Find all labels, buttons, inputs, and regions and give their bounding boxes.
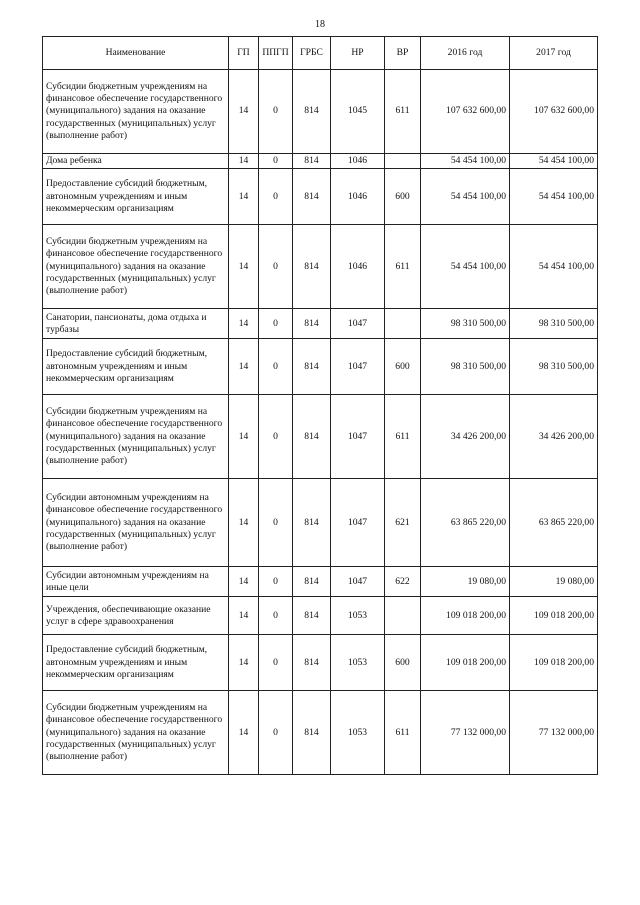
row-ppgp: 0 (259, 225, 293, 309)
row-amount-2017: 109 018 200,00 (510, 597, 598, 635)
row-vr: 600 (385, 339, 421, 395)
row-grbs: 814 (293, 635, 331, 691)
table-row (43, 309, 598, 339)
row-nr: 1053 (331, 597, 385, 635)
row-amount-2016: 63 865 220,00 (421, 479, 510, 567)
row-ppgp: 0 (259, 309, 293, 339)
row-amount-2017: 107 632 600,00 (510, 70, 598, 154)
row-amount-2017: 54 454 100,00 (510, 169, 598, 225)
row-vr: 621 (385, 479, 421, 567)
table-row (43, 70, 598, 154)
column-header-vr: ВР (385, 37, 421, 70)
row-vr (385, 309, 421, 339)
column-header-2016: 2016 год (421, 37, 510, 70)
row-nr: 1053 (331, 691, 385, 775)
row-grbs: 814 (293, 479, 331, 567)
row-vr: 611 (385, 395, 421, 479)
table-row (43, 691, 598, 775)
row-name: Санатории, пансионаты, дома отдыха и турбазы (43, 309, 229, 339)
row-amount-2017: 54 454 100,00 (510, 154, 598, 169)
table-row (43, 339, 598, 395)
row-amount-2017: 98 310 500,00 (510, 309, 598, 339)
row-ppgp: 0 (259, 479, 293, 567)
row-vr: 611 (385, 70, 421, 154)
row-nr: 1046 (331, 154, 385, 169)
row-vr: 600 (385, 635, 421, 691)
table-row (43, 225, 598, 309)
row-ppgp: 0 (259, 567, 293, 597)
row-ppgp: 0 (259, 395, 293, 479)
column-header-nr: НР (331, 37, 385, 70)
row-ppgp: 0 (259, 169, 293, 225)
row-name: Субсидии автономным учреждениям на иные цели (43, 567, 229, 597)
row-ppgp: 0 (259, 154, 293, 169)
row-vr: 600 (385, 169, 421, 225)
row-gp: 14 (229, 309, 259, 339)
row-nr: 1047 (331, 479, 385, 567)
column-header-ppgp: ППГП (259, 37, 293, 70)
row-gp: 14 (229, 225, 259, 309)
row-ppgp: 0 (259, 635, 293, 691)
budget-table (42, 36, 598, 775)
table-row (43, 597, 598, 635)
row-name: Субсидии бюджетным учреждениям на финансовое обеспечение государственного (муниципального) задания на оказание государственных (муниципальных) услуг (выполнение работ) (43, 225, 229, 309)
row-grbs: 814 (293, 309, 331, 339)
row-grbs: 814 (293, 597, 331, 635)
row-ppgp: 0 (259, 691, 293, 775)
row-vr: 611 (385, 691, 421, 775)
row-amount-2017: 98 310 500,00 (510, 339, 598, 395)
row-grbs: 814 (293, 339, 331, 395)
row-nr: 1045 (331, 70, 385, 154)
row-name: Предоставление субсидий бюджетным, автономным учреждениям и иным некоммерческим организациям (43, 339, 229, 395)
column-header-2017: 2017 год (510, 37, 598, 70)
row-amount-2017: 19 080,00 (510, 567, 598, 597)
table-row (43, 395, 598, 479)
row-nr: 1047 (331, 567, 385, 597)
row-nr: 1053 (331, 635, 385, 691)
row-amount-2016: 54 454 100,00 (421, 169, 510, 225)
table-row (43, 635, 598, 691)
row-gp: 14 (229, 339, 259, 395)
row-amount-2017: 54 454 100,00 (510, 225, 598, 309)
column-header-name: Наименование (43, 37, 229, 70)
row-gp: 14 (229, 597, 259, 635)
table-row (43, 169, 598, 225)
row-grbs: 814 (293, 169, 331, 225)
row-vr: 611 (385, 225, 421, 309)
row-nr: 1046 (331, 169, 385, 225)
row-amount-2016: 109 018 200,00 (421, 635, 510, 691)
row-gp: 14 (229, 395, 259, 479)
row-amount-2016: 54 454 100,00 (421, 154, 510, 169)
row-gp: 14 (229, 479, 259, 567)
row-vr: 622 (385, 567, 421, 597)
row-amount-2016: 54 454 100,00 (421, 225, 510, 309)
row-vr (385, 154, 421, 169)
row-amount-2016: 77 132 000,00 (421, 691, 510, 775)
row-gp: 14 (229, 567, 259, 597)
row-amount-2017: 63 865 220,00 (510, 479, 598, 567)
row-name: Учреждения, обеспечивающие оказание услуг в сфере здравоохранения (43, 597, 229, 635)
row-name: Субсидии бюджетным учреждениям на финансовое обеспечение государственного (муниципального) задания на оказание государственных (муниципальных) услуг (выполнение работ) (43, 395, 229, 479)
column-header-gp: ГП (229, 37, 259, 70)
row-nr: 1047 (331, 339, 385, 395)
row-gp: 14 (229, 169, 259, 225)
row-amount-2016: 34 426 200,00 (421, 395, 510, 479)
row-amount-2017: 109 018 200,00 (510, 635, 598, 691)
row-gp: 14 (229, 635, 259, 691)
row-gp: 14 (229, 154, 259, 169)
row-ppgp: 0 (259, 597, 293, 635)
row-grbs: 814 (293, 70, 331, 154)
row-amount-2016: 98 310 500,00 (421, 339, 510, 395)
row-amount-2017: 77 132 000,00 (510, 691, 598, 775)
row-name: Предоставление субсидий бюджетным, автономным учреждениям и иным некоммерческим организациям (43, 169, 229, 225)
row-amount-2016: 107 632 600,00 (421, 70, 510, 154)
row-ppgp: 0 (259, 339, 293, 395)
row-grbs: 814 (293, 567, 331, 597)
row-gp: 14 (229, 70, 259, 154)
table-header-row (43, 37, 598, 70)
row-name: Предоставление субсидий бюджетным, автономным учреждениям и иным некоммерческим организациям (43, 635, 229, 691)
row-amount-2016: 98 310 500,00 (421, 309, 510, 339)
row-amount-2017: 34 426 200,00 (510, 395, 598, 479)
row-gp: 14 (229, 691, 259, 775)
row-nr: 1047 (331, 395, 385, 479)
row-grbs: 814 (293, 691, 331, 775)
row-vr (385, 597, 421, 635)
row-ppgp: 0 (259, 70, 293, 154)
row-name: Дома ребенка (43, 154, 229, 169)
row-grbs: 814 (293, 395, 331, 479)
table-row (43, 567, 598, 597)
row-amount-2016: 109 018 200,00 (421, 597, 510, 635)
column-header-grbs: ГРБС (293, 37, 331, 70)
page-number: 18 (315, 19, 325, 30)
table-row (43, 479, 598, 567)
row-name: Субсидии автономным учреждениям на финансовое обеспечение государственного (муниципального) задания на оказание государственных (муниципальных) услуг (выполнение работ) (43, 479, 229, 567)
table-row (43, 154, 598, 169)
row-nr: 1047 (331, 309, 385, 339)
row-amount-2016: 19 080,00 (421, 567, 510, 597)
row-nr: 1046 (331, 225, 385, 309)
row-grbs: 814 (293, 154, 331, 169)
row-name: Субсидии бюджетным учреждениям на финансовое обеспечение государственного (муниципального) задания на оказание государственных (муниципальных) услуг (выполнение работ) (43, 691, 229, 775)
row-name: Субсидии бюджетным учреждениям на финансовое обеспечение государственного (муниципального) задания на оказание государственных (муниципальных) услуг (выполнение работ) (43, 70, 229, 154)
row-grbs: 814 (293, 225, 331, 309)
